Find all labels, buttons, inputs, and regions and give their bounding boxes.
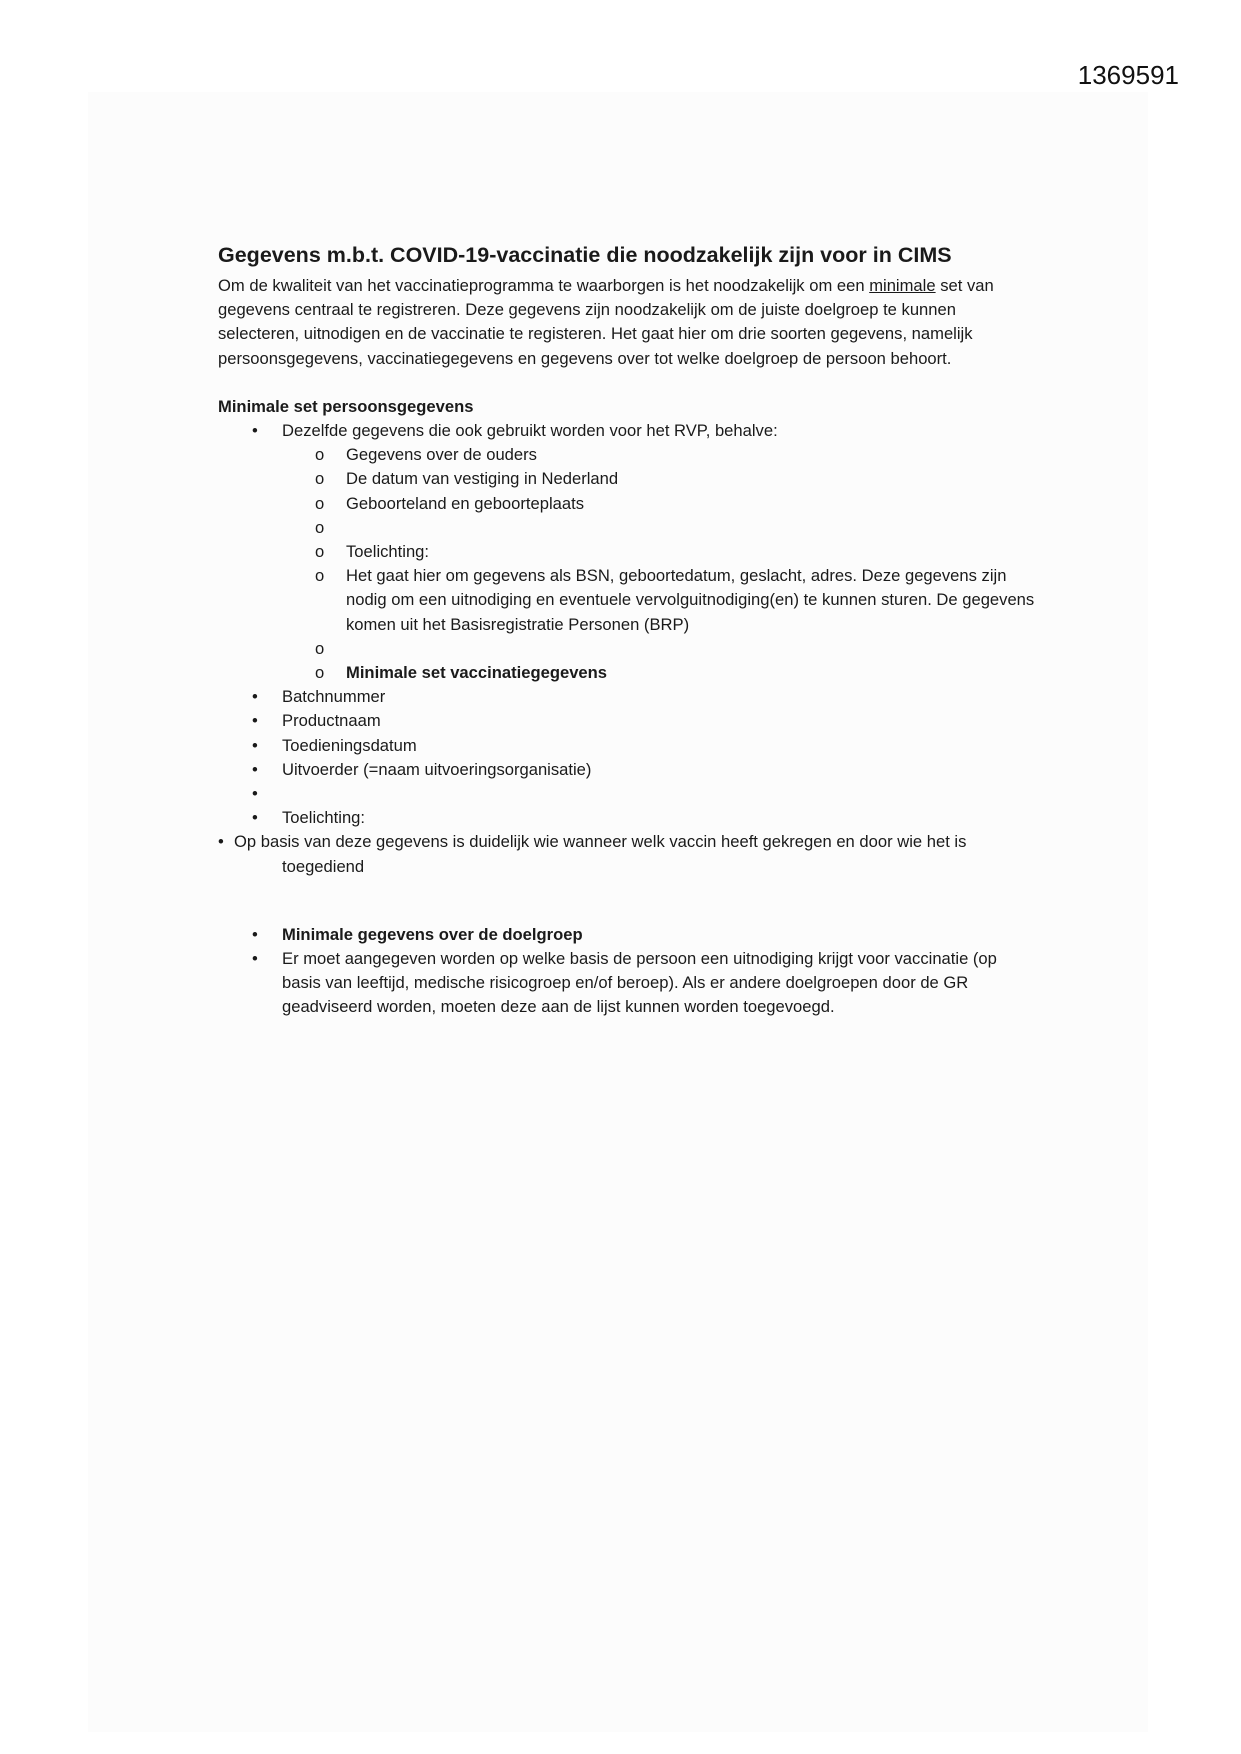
list-item-text: Batchnummer <box>282 687 386 707</box>
section-heading-persoonsgegevens: Minimale set persoonsgegevens <box>218 396 474 416</box>
sub-list-item <box>218 443 1038 467</box>
circle-marker: o <box>315 663 325 683</box>
sub-list-item <box>218 516 1038 540</box>
sub-list-item <box>218 540 1038 564</box>
bullet-marker: • <box>252 687 258 707</box>
list-item-text: Productnaam <box>282 711 381 731</box>
bullet-marker: • <box>252 784 258 804</box>
sub-list-item <box>218 467 1038 491</box>
list-item-text: Toedieningsdatum <box>282 735 417 755</box>
section-heading-vaccinatiegegevens: Minimale set vaccinatiegegevens <box>346 663 608 683</box>
document-id: 1369591 <box>1077 60 1179 90</box>
bullet-marker: • <box>252 924 258 944</box>
intro-paragraph <box>218 274 1038 371</box>
list-item <box>218 734 1038 758</box>
circle-marker: o <box>315 493 325 513</box>
sub-item-text: Het gaat hier om gegevens als BSN, geboortedatum, geslacht, adres. Deze gegevens zijn nodig om een uitnodiging en eventuele vervolguitnodiging(en) te kunnen sturen. De gegevens komen uit het Basisregistratie Personen (BRP) <box>346 566 1035 634</box>
intro-text-end: set van gegevens centraal te registreren. Deze gegevens zijn noodzakelijk om de juiste doelgroep te kunnen selecteren, uitnodigen en de vaccinatie te registeren. Het gaat hier om drie soorten gegevens, namelijk persoonsgegevens, vaccinatiegegevens en gegevens over tot welke doelgroep de persoon behoort. <box>218 276 994 368</box>
sub-item-text: De datum van vestiging in Nederland <box>346 469 619 489</box>
sub-item-text: Toelichting: <box>346 542 430 562</box>
list-item-text: Er moet aangegeven worden op welke basis de persoon een uitnodiging krijgt voor vaccinatie (op basis van leeftijd, medische risicogroep en/of beroep). Als er andere doelgroepen door de GR geadviseerd worden, moeten deze aan de lijst kunnen worden toegevoegd. <box>282 949 997 1017</box>
note-text-content: Op basis van deze gegevens is duidelijk wie wanneer welk vaccin heeft gekregen en door wie het is toegediend <box>234 832 967 876</box>
bullet-marker: • <box>252 711 258 731</box>
document-title: Gegevens m.b.t. COVID-19-vaccinatie die noodzakelijk zijn voor in CIMS <box>218 243 952 267</box>
intro-text-start: Om de kwaliteit van het vaccinatieprogramma te waarborgen is het noodzakelijk om een <box>218 276 870 295</box>
list-item-note <box>218 830 1038 878</box>
bullet-marker: • <box>252 808 258 828</box>
circle-marker: o <box>315 638 325 658</box>
list-item <box>218 419 1038 443</box>
sub-list-item-heading <box>218 661 1038 685</box>
sub-list-item <box>218 492 1038 516</box>
circle-marker: o <box>315 445 325 465</box>
list-item-text: Dezelfde gegevens die ook gebruikt worden voor het RVP, behalve: <box>282 421 778 441</box>
bullet-marker: • <box>252 421 258 441</box>
sub-item-text: Geboorteland en geboorteplaats <box>346 493 585 513</box>
circle-marker: o <box>315 542 325 562</box>
note-text <box>234 830 1038 878</box>
bullet-marker: • <box>218 832 224 852</box>
list-item <box>218 685 1038 709</box>
section-heading-doelgroep: Minimale gegevens over de doelgroep <box>282 924 583 944</box>
list-item <box>218 947 1038 1020</box>
circle-marker: o <box>315 517 325 537</box>
sub-list-item <box>218 564 1038 637</box>
list-item-text: Uitvoerder (=naam uitvoeringsorganisatie) <box>282 759 592 779</box>
bullet-marker: • <box>252 759 258 779</box>
circle-marker: o <box>315 566 325 586</box>
sub-item-text: Gegevens over de ouders <box>346 445 537 465</box>
list-item-heading <box>218 923 1038 947</box>
bullet-marker: • <box>252 949 258 969</box>
intro-underlined-word: minimale <box>869 276 936 295</box>
list-item <box>218 709 1038 733</box>
list-item-text: Toelichting: <box>282 808 366 828</box>
bullet-marker: • <box>252 735 258 755</box>
sub-list-item <box>218 637 1038 661</box>
circle-marker: o <box>315 469 325 489</box>
list-item <box>218 782 1038 806</box>
list-item <box>218 806 1038 830</box>
document-body <box>218 240 1038 1020</box>
list-item <box>218 758 1038 782</box>
